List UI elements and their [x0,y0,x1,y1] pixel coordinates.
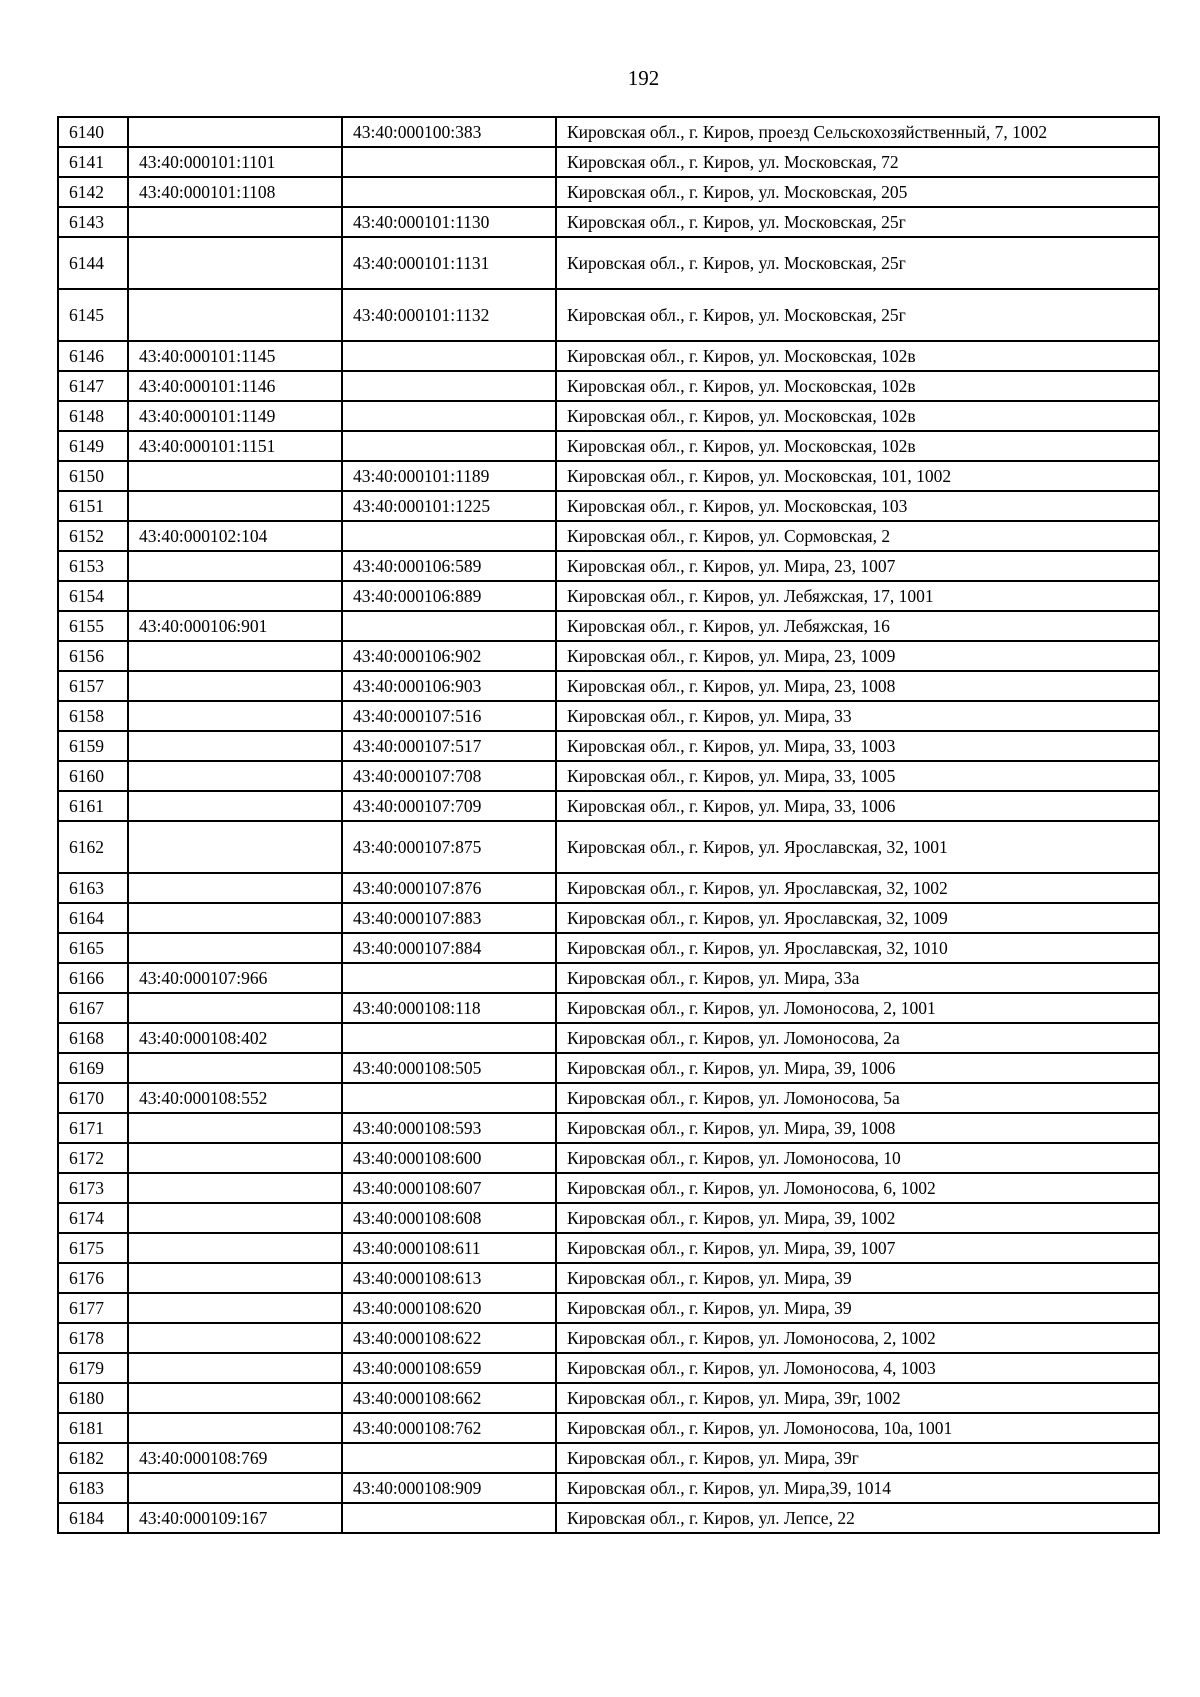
row-number-cell: 6155 [58,611,128,641]
table-row [58,117,1159,147]
cadastral-number-land-cell [128,117,342,147]
table-row [58,1113,1159,1143]
cadastral-number-land-cell [128,1143,342,1173]
address-cell: Кировская обл., г. Киров, ул. Мира, 33а [556,963,1159,993]
address-cell: Кировская обл., г. Киров, ул. Мира, 39 [556,1263,1159,1293]
row-number-cell: 6147 [58,371,128,401]
row-number-cell: 6180 [58,1383,128,1413]
cadastral-number-building-cell: 43:40:000108:505 [342,1053,556,1083]
cadastral-number-land-cell [128,701,342,731]
row-number-cell: 6165 [58,933,128,963]
table-row [58,1143,1159,1173]
table-row [58,521,1159,551]
address-cell: Кировская обл., г. Киров, ул. Мира, 23, 1007 [556,551,1159,581]
table-row [58,1473,1159,1503]
row-number-cell: 6166 [58,963,128,993]
row-number-cell: 6157 [58,671,128,701]
table-row [58,963,1159,993]
address-cell: Кировская обл., г. Киров, ул. Ломоносова, 10а, 1001 [556,1413,1159,1443]
cadastral-number-building-cell: 43:40:000108:608 [342,1203,556,1233]
cadastral-number-land-cell: 43:40:000101:1149 [128,401,342,431]
cadastral-number-land-cell [128,1113,342,1143]
address-cell: Кировская обл., г. Киров, ул. Московская, 72 [556,147,1159,177]
cadastral-number-land-cell [128,581,342,611]
row-number-cell: 6151 [58,491,128,521]
cadastral-number-building-cell: 43:40:000101:1132 [342,289,556,341]
table-row [58,671,1159,701]
cadastral-number-building-cell: 43:40:000107:709 [342,791,556,821]
table-row [58,581,1159,611]
row-number-cell: 6140 [58,117,128,147]
cadastral-number-land-cell: 43:40:000102:104 [128,521,342,551]
cadastral-number-building-cell [342,401,556,431]
table-row [58,1353,1159,1383]
row-number-cell: 6146 [58,341,128,371]
address-cell: Кировская обл., г. Киров, ул. Ломоносова, 5а [556,1083,1159,1113]
cadastral-number-building-cell: 43:40:000106:903 [342,671,556,701]
cadastral-number-land-cell [128,1293,342,1323]
table-row [58,1443,1159,1473]
row-number-cell: 6171 [58,1113,128,1143]
table-row [58,431,1159,461]
row-number-cell: 6169 [58,1053,128,1083]
cadastral-number-land-cell [128,641,342,671]
table-row [58,1503,1159,1533]
table-row [58,401,1159,431]
row-number-cell: 6143 [58,207,128,237]
cadastral-number-land-cell: 43:40:000108:552 [128,1083,342,1113]
address-cell: Кировская обл., г. Киров, ул. Мира, 39 [556,1293,1159,1323]
cadastral-number-land-cell [128,207,342,237]
row-number-cell: 6168 [58,1023,128,1053]
address-cell: Кировская обл., г. Киров, ул. Московская, 102в [556,401,1159,431]
cadastral-number-building-cell: 43:40:000106:889 [342,581,556,611]
cadastral-number-land-cell: 43:40:000109:167 [128,1503,342,1533]
cadastral-number-building-cell: 43:40:000108:620 [342,1293,556,1323]
table-row [58,237,1159,289]
row-number-cell: 6163 [58,873,128,903]
cadastral-number-building-cell: 43:40:000108:762 [342,1413,556,1443]
table-row [58,701,1159,731]
address-cell: Кировская обл., г. Киров, ул. Ярославская, 32, 1002 [556,873,1159,903]
table-row [58,933,1159,963]
cadastral-number-building-cell [342,431,556,461]
row-number-cell: 6179 [58,1353,128,1383]
cadastral-number-land-cell [128,903,342,933]
cadastral-number-building-cell: 43:40:000108:118 [342,993,556,1023]
address-cell: Кировская обл., г. Киров, ул. Московская, 25г [556,289,1159,341]
cadastral-number-building-cell: 43:40:000107:708 [342,761,556,791]
cadastral-number-land-cell [128,1263,342,1293]
cadastral-number-land-cell [128,933,342,963]
table-row [58,207,1159,237]
cadastral-number-building-cell: 43:40:000107:884 [342,933,556,963]
cadastral-number-building-cell: 43:40:000101:1130 [342,207,556,237]
address-cell: Кировская обл., г. Киров, ул. Лебяжская, 17, 1001 [556,581,1159,611]
registry-table [57,116,1160,1534]
address-cell: Кировская обл., г. Киров, ул. Мира, 23, 1008 [556,671,1159,701]
row-number-cell: 6184 [58,1503,128,1533]
cadastral-number-land-cell: 43:40:000101:1108 [128,177,342,207]
cadastral-number-land-cell [128,289,342,341]
row-number-cell: 6149 [58,431,128,461]
row-number-cell: 6170 [58,1083,128,1113]
table-row [58,731,1159,761]
cadastral-number-building-cell: 43:40:000106:902 [342,641,556,671]
registry-table-body [58,117,1159,1533]
cadastral-number-building-cell: 43:40:000108:622 [342,1323,556,1353]
cadastral-number-building-cell [342,611,556,641]
address-cell: Кировская обл., г. Киров, ул. Лебяжская, 16 [556,611,1159,641]
address-cell: Кировская обл., г. Киров, ул. Мира, 23, 1009 [556,641,1159,671]
address-cell: Кировская обл., г. Киров, ул. Московская, 103 [556,491,1159,521]
row-number-cell: 6156 [58,641,128,671]
table-row [58,1023,1159,1053]
table-row [58,821,1159,873]
address-cell: Кировская обл., г. Киров, ул. Московская, 101, 1002 [556,461,1159,491]
address-cell: Кировская обл., г. Киров, ул. Московская, 102в [556,371,1159,401]
row-number-cell: 6181 [58,1413,128,1443]
row-number-cell: 6172 [58,1143,128,1173]
row-number-cell: 6167 [58,993,128,1023]
row-number-cell: 6182 [58,1443,128,1473]
address-cell: Кировская обл., г. Киров, ул. Ломоносова, 2а [556,1023,1159,1053]
address-cell: Кировская обл., г. Киров, ул. Мира, 39г, 1002 [556,1383,1159,1413]
cadastral-number-building-cell [342,1503,556,1533]
row-number-cell: 6177 [58,1293,128,1323]
cadastral-number-building-cell: 43:40:000106:589 [342,551,556,581]
table-row [58,341,1159,371]
cadastral-number-building-cell: 43:40:000101:1189 [342,461,556,491]
row-number-cell: 6144 [58,237,128,289]
cadastral-number-building-cell: 43:40:000108:909 [342,1473,556,1503]
cadastral-number-land-cell [128,1383,342,1413]
table-row [58,791,1159,821]
address-cell: Кировская обл., г. Киров, ул. Мира, 39, 1006 [556,1053,1159,1083]
address-cell: Кировская обл., г. Киров, ул. Ломоносова, 2, 1001 [556,993,1159,1023]
table-row [58,491,1159,521]
cadastral-number-land-cell [128,731,342,761]
cadastral-number-land-cell: 43:40:000108:402 [128,1023,342,1053]
address-cell: Кировская обл., г. Киров, ул. Московская, 25г [556,207,1159,237]
cadastral-number-land-cell [128,1323,342,1353]
cadastral-number-land-cell [128,873,342,903]
cadastral-number-building-cell: 43:40:000107:516 [342,701,556,731]
table-row [58,147,1159,177]
address-cell: Кировская обл., г. Киров, ул. Ярославская, 32, 1009 [556,903,1159,933]
address-cell: Кировская обл., г. Киров, ул. Ломоносова, 10 [556,1143,1159,1173]
cadastral-number-building-cell [342,963,556,993]
address-cell: Кировская обл., г. Киров, ул. Московская, 102в [556,431,1159,461]
row-number-cell: 6150 [58,461,128,491]
row-number-cell: 6154 [58,581,128,611]
address-cell: Кировская обл., г. Киров, ул. Ломоносова, 2, 1002 [556,1323,1159,1353]
cadastral-number-land-cell: 43:40:000107:966 [128,963,342,993]
address-cell: Кировская обл., г. Киров, ул. Московская, 205 [556,177,1159,207]
table-row [58,761,1159,791]
cadastral-number-building-cell: 43:40:000108:607 [342,1173,556,1203]
row-number-cell: 6153 [58,551,128,581]
address-cell: Кировская обл., г. Киров, ул. Московская, 25г [556,237,1159,289]
table-row [58,1233,1159,1263]
cadastral-number-building-cell [342,521,556,551]
row-number-cell: 6175 [58,1233,128,1263]
cadastral-number-land-cell [128,993,342,1023]
row-number-cell: 6158 [58,701,128,731]
table-row [58,461,1159,491]
cadastral-number-land-cell [128,821,342,873]
cadastral-number-building-cell [342,1023,556,1053]
cadastral-number-land-cell [128,1353,342,1383]
address-cell: Кировская обл., г. Киров, проезд Сельскохозяйственный, 7, 1002 [556,117,1159,147]
cadastral-number-building-cell [342,147,556,177]
cadastral-number-land-cell [128,671,342,701]
table-row [58,1173,1159,1203]
address-cell: Кировская обл., г. Киров, ул. Мира,39, 1014 [556,1473,1159,1503]
cadastral-number-building-cell [342,1443,556,1473]
cadastral-number-building-cell: 43:40:000108:611 [342,1233,556,1263]
cadastral-number-building-cell: 43:40:000107:517 [342,731,556,761]
cadastral-number-building-cell: 43:40:000107:875 [342,821,556,873]
cadastral-number-land-cell [128,491,342,521]
cadastral-number-building-cell: 43:40:000108:613 [342,1263,556,1293]
address-cell: Кировская обл., г. Киров, ул. Московская, 102в [556,341,1159,371]
row-number-cell: 6173 [58,1173,128,1203]
table-row [58,1053,1159,1083]
cadastral-number-land-cell: 43:40:000101:1101 [128,147,342,177]
cadastral-number-building-cell [342,1083,556,1113]
row-number-cell: 6183 [58,1473,128,1503]
table-row [58,1083,1159,1113]
table-row [58,1413,1159,1443]
row-number-cell: 6164 [58,903,128,933]
cadastral-number-land-cell [128,1203,342,1233]
cadastral-number-land-cell [128,1233,342,1263]
table-row [58,551,1159,581]
table-row [58,1263,1159,1293]
table-row [58,873,1159,903]
row-number-cell: 6160 [58,761,128,791]
table-row [58,177,1159,207]
cadastral-number-land-cell [128,761,342,791]
row-number-cell: 6152 [58,521,128,551]
cadastral-number-land-cell [128,551,342,581]
cadastral-number-building-cell: 43:40:000101:1225 [342,491,556,521]
address-cell: Кировская обл., г. Киров, ул. Сормовская, 2 [556,521,1159,551]
address-cell: Кировская обл., г. Киров, ул. Мира, 33, 1003 [556,731,1159,761]
row-number-cell: 6176 [58,1263,128,1293]
cadastral-number-land-cell [128,461,342,491]
cadastral-number-land-cell: 43:40:000101:1151 [128,431,342,461]
address-cell: Кировская обл., г. Киров, ул. Мира, 33, 1006 [556,791,1159,821]
row-number-cell: 6142 [58,177,128,207]
address-cell: Кировская обл., г. Киров, ул. Мира, 33 [556,701,1159,731]
cadastral-number-land-cell [128,1173,342,1203]
cadastral-number-building-cell [342,341,556,371]
table-row [58,641,1159,671]
cadastral-number-building-cell: 43:40:000101:1131 [342,237,556,289]
address-cell: Кировская обл., г. Киров, ул. Ломоносова, 6, 1002 [556,1173,1159,1203]
row-number-cell: 6148 [58,401,128,431]
address-cell: Кировская обл., г. Киров, ул. Мира, 39г [556,1443,1159,1473]
cadastral-number-building-cell [342,177,556,207]
cadastral-number-building-cell [342,371,556,401]
table-row [58,993,1159,1023]
table-row [58,1383,1159,1413]
address-cell: Кировская обл., г. Киров, ул. Мира, 39, 1007 [556,1233,1159,1263]
cadastral-number-land-cell [128,1413,342,1443]
cadastral-number-land-cell [128,791,342,821]
cadastral-number-land-cell: 43:40:000106:901 [128,611,342,641]
table-row [58,289,1159,341]
address-cell: Кировская обл., г. Киров, ул. Ломоносова, 4, 1003 [556,1353,1159,1383]
cadastral-number-land-cell: 43:40:000108:769 [128,1443,342,1473]
page-number: 192 [627,66,660,90]
cadastral-number-building-cell: 43:40:000108:659 [342,1353,556,1383]
row-number-cell: 6178 [58,1323,128,1353]
cadastral-number-land-cell: 43:40:000101:1145 [128,341,342,371]
address-cell: Кировская обл., г. Киров, ул. Мира, 39, 1002 [556,1203,1159,1233]
table-row [58,1323,1159,1353]
row-number-cell: 6141 [58,147,128,177]
address-cell: Кировская обл., г. Киров, ул. Мира, 39, 1008 [556,1113,1159,1143]
cadastral-number-building-cell: 43:40:000108:593 [342,1113,556,1143]
table-row [58,1293,1159,1323]
table-row [58,1203,1159,1233]
cadastral-number-land-cell: 43:40:000101:1146 [128,371,342,401]
cadastral-number-building-cell: 43:40:000108:662 [342,1383,556,1413]
cadastral-number-building-cell: 43:40:000100:383 [342,117,556,147]
cadastral-number-land-cell [128,1473,342,1503]
row-number-cell: 6162 [58,821,128,873]
table-row [58,611,1159,641]
address-cell: Кировская обл., г. Киров, ул. Ярославская, 32, 1010 [556,933,1159,963]
row-number-cell: 6161 [58,791,128,821]
row-number-cell: 6174 [58,1203,128,1233]
address-cell: Кировская обл., г. Киров, ул. Ярославская, 32, 1001 [556,821,1159,873]
cadastral-number-building-cell: 43:40:000107:876 [342,873,556,903]
cadastral-number-land-cell [128,1053,342,1083]
row-number-cell: 6145 [58,289,128,341]
address-cell: Кировская обл., г. Киров, ул. Мира, 33, 1005 [556,761,1159,791]
table-row [58,903,1159,933]
cadastral-number-building-cell: 43:40:000108:600 [342,1143,556,1173]
row-number-cell: 6159 [58,731,128,761]
cadastral-number-building-cell: 43:40:000107:883 [342,903,556,933]
address-cell: Кировская обл., г. Киров, ул. Лепсе, 22 [556,1503,1159,1533]
table-row [58,371,1159,401]
cadastral-number-land-cell [128,237,342,289]
